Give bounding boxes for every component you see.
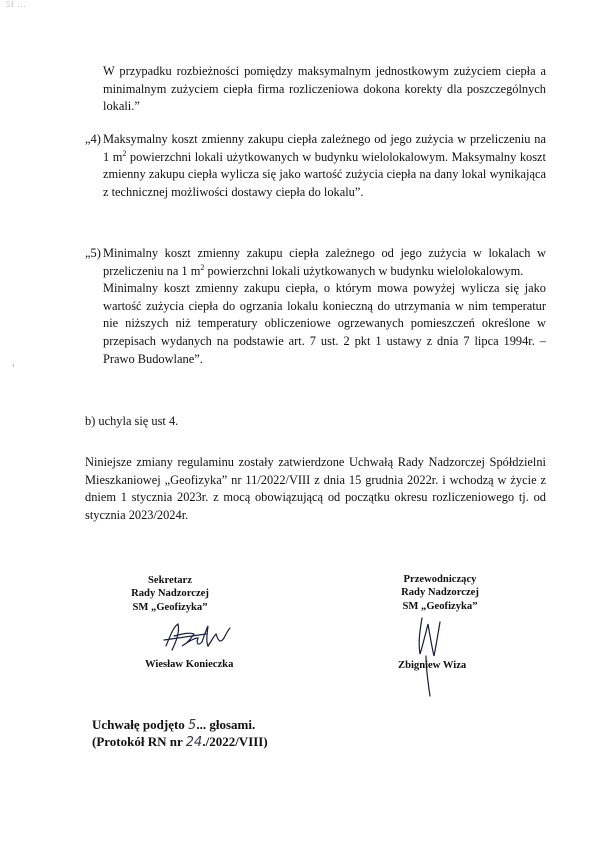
point-5: [85, 245, 546, 368]
point-5-superscript: 2: [200, 262, 205, 272]
point-4-text-a: Maksymalny koszt zmienny zakupu ciepła zależnego od jego zużycia w przeliczeniu na 1 m: [103, 132, 546, 164]
signature-left-body: Rady Nadzorczej: [131, 588, 209, 600]
paragraph-final-text: Niniejsze zmiany regulaminu zostały zatwierdzone Uchwałą Rady Nadzorczej Spółdzielni Mieszkaniowej „Geofizyka” nr 11/2022/VIII z dnia 15 grudnia 2022r. i wchodzą w życie z dniem 1 stycznia 2023r. z mocą obowiązującą od początku okresu rozliczeniowego tj. od stycznia 2023/2024r.: [85, 455, 546, 522]
vote-count-handwritten: 5: [188, 718, 197, 733]
signature-right-name: Zbigniew Wiza: [398, 660, 467, 671]
point-5-text: [103, 245, 546, 280]
handwritten-signature-left: [160, 616, 240, 658]
paragraph-final: [85, 454, 546, 524]
stray-scan-mark: ’: [12, 363, 15, 372]
point-5-continuation: Minimalny koszt zmienny zakupu ciepła, o którym mowa powyżej wylicza się jako wartość zużycia ciepła do ogrzania lokalu konieczną do utrzymania w nim temperatur nie niższych niż temperatury obliczeniowe ogrzewanych pomieszczeń określone w przepisach wydanych na podstawie art. 7 ust. 2 pkt 1 ustawy z dnia 7 lipca 1994r. – Prawo Budowlane”.: [103, 281, 546, 366]
corner-scan-mark: 5f ...: [6, 0, 27, 9]
point-4-number: „4): [85, 132, 101, 146]
signature-block-left: [100, 574, 240, 614]
vote-line-prefix: Uchwałę podjęto: [92, 717, 189, 732]
signature-block-right: [370, 573, 510, 613]
point-4-text-b: powierzchni lokali użytkowanych w budynku wielolokalowym. Maksymalny koszt zmienny zakupu ciepła wylicza się jako wartość zużycia ciepła na dany lokal wynikająca z technicznej możliwości dostawy ciepła do lokalu”.: [103, 149, 547, 199]
protocol-line: [92, 733, 268, 751]
signature-left-name: Wiesław Konieczka: [145, 659, 234, 670]
signature-left-org: SM „Geofizyka”: [132, 601, 208, 613]
signature-right-body: Rady Nadzorczej: [401, 587, 479, 599]
protocol-line-prefix: (Protokół RN nr: [92, 734, 186, 749]
paragraph-korekta: [103, 63, 546, 116]
signature-right-role: Przewodniczący: [403, 574, 477, 585]
point-b: [85, 413, 545, 431]
handwritten-signature-right: [408, 612, 448, 698]
point-4: [85, 131, 547, 201]
point-5-text-a: Minimalny koszt zmienny zakupu ciepła zależnego od jego zużycia w lokalach w przeliczeniu na 1 m: [103, 246, 546, 278]
protocol-line-suffix: ./2022/VIII): [202, 734, 268, 749]
signature-right-org: SM „Geofizyka”: [402, 600, 478, 612]
paragraph-korekta-text: W przypadku rozbieżności pomiędzy maksymalnym jednostkowym zużyciem ciepła a minimalnym zużyciem ciepła firma rozliczeniowa dokona korekty dla poszczególnych lokali.”: [103, 64, 546, 114]
protocol-number-handwritten: 24: [185, 735, 203, 750]
vote-line: [92, 716, 255, 734]
signature-left-role: Sekretarz: [148, 575, 192, 586]
point-4-text: [103, 131, 546, 201]
point-5-text-b: powierzchni lokali użytkowanych w budynku wielolokalowym.: [204, 263, 524, 278]
point-5-number: „5): [85, 246, 101, 260]
point-4-superscript: 2: [122, 148, 127, 158]
point-b-text: b) uchyla się ust 4.: [85, 414, 179, 428]
vote-line-suffix: ... głosami.: [196, 717, 256, 732]
